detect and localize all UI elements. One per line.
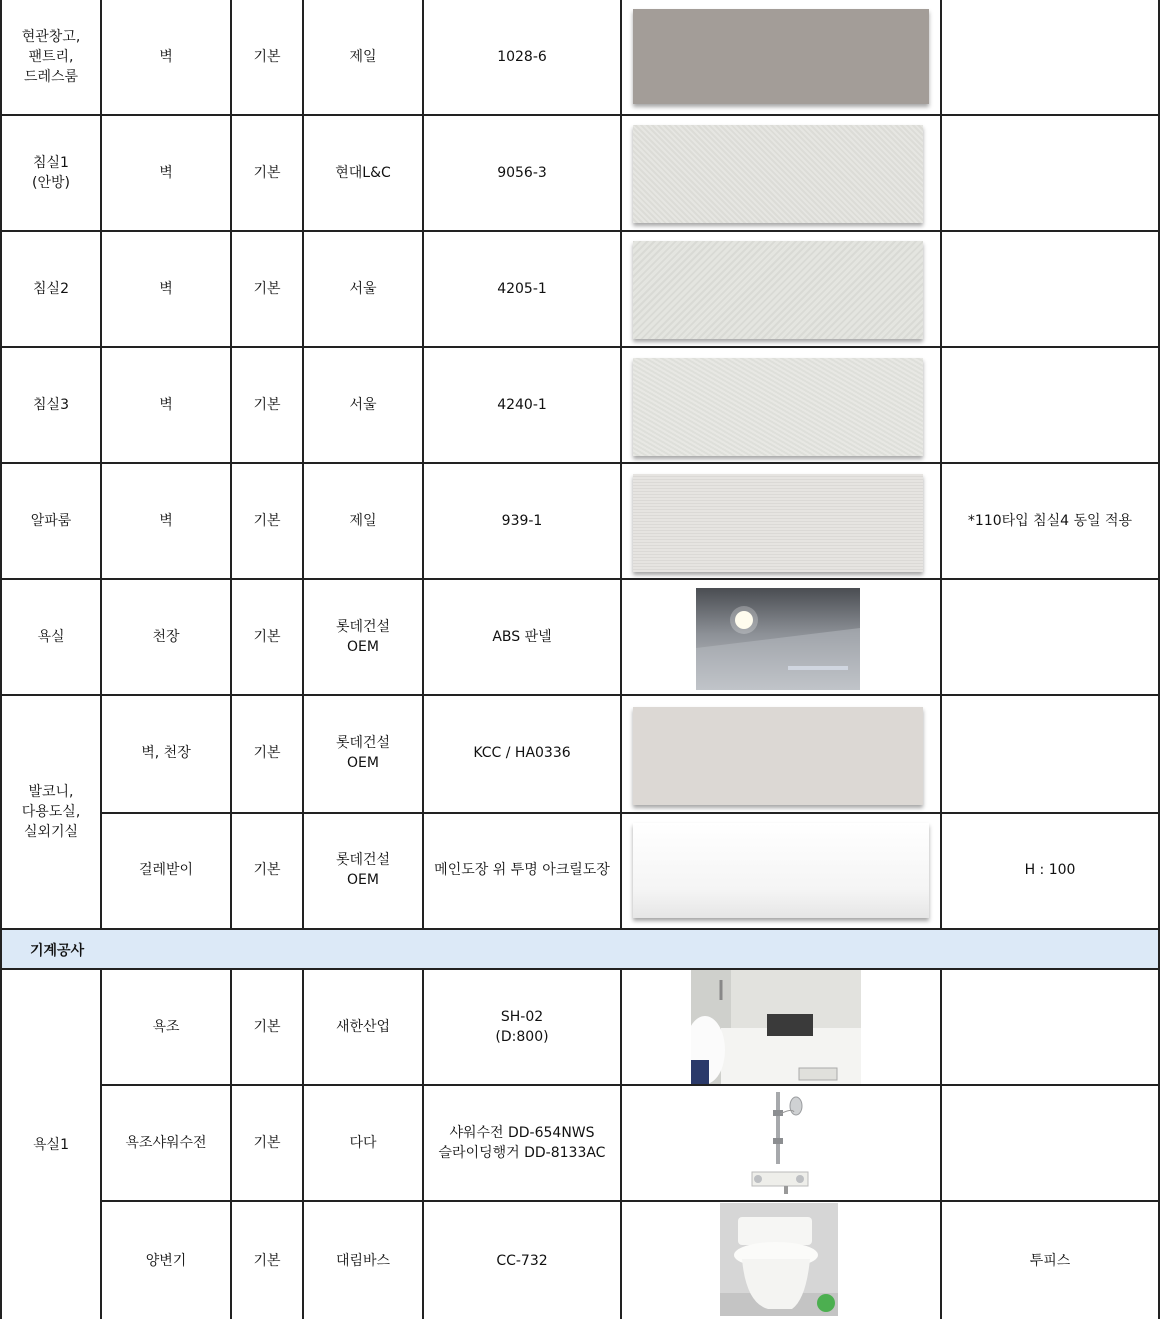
part-cell: 벽: [159, 397, 173, 413]
row-divider: [100, 1084, 1160, 1086]
room-cell: 침실1 (안방): [32, 155, 70, 191]
column-divider: [620, 968, 622, 1319]
column-divider: [230, 0, 232, 930]
model-cell: CC-732: [496, 1252, 548, 1269]
maker-cell: 제일: [349, 49, 377, 65]
column-divider: [422, 0, 424, 930]
note-cell: [942, 580, 1158, 694]
note-cell: [942, 232, 1158, 346]
column-divider: [940, 968, 942, 1319]
note-cell: H : 100: [1024, 862, 1076, 878]
row-divider: [0, 230, 1160, 232]
maker-cell: 현대L&C: [335, 165, 391, 181]
row-divider: [0, 968, 1160, 970]
maker-cell: 새한산업: [335, 1019, 391, 1035]
room-cell: 현관창고, 팬트리, 드레스룸: [21, 29, 81, 85]
column-divider: [0, 968, 2, 1319]
room-cell: 발코니, 다용도실, 실외기실: [21, 784, 81, 840]
wallpaper-swatch: [633, 241, 923, 339]
model-cell: SH-02 (D:800): [495, 1009, 549, 1045]
paint-swatch: [633, 823, 929, 918]
maker-cell: 제일: [349, 513, 377, 529]
grade-cell: 기본: [253, 1135, 281, 1151]
maker-cell: 서울: [349, 397, 377, 413]
model-cell: 메인도장 위 투명 아크릴도장: [434, 862, 610, 878]
row-divider: [100, 1200, 1160, 1202]
column-divider: [620, 0, 622, 930]
section-header: [0, 930, 1160, 970]
room-cell: 욕실: [37, 629, 65, 645]
grade-cell: 기본: [253, 513, 281, 529]
part-cell: 걸레받이: [138, 862, 194, 878]
note-cell: [942, 696, 1158, 810]
grade-cell: 기본: [253, 1019, 281, 1035]
column-divider: [422, 968, 424, 1319]
bathtub-photo: [691, 970, 861, 1084]
note-cell: [942, 116, 1158, 230]
room-cell: 욕실1: [33, 1136, 69, 1153]
bathtub-image: [691, 970, 861, 1084]
column-divider: [0, 0, 2, 930]
paint-swatch: [633, 707, 923, 805]
model-cell: 샤워수전 DD-654NWS 슬라이딩행거 DD-8133AC: [438, 1125, 606, 1161]
maker-cell: 롯데건설 OEM: [335, 852, 391, 888]
toilet-photo: [720, 1203, 838, 1316]
maker-cell: 롯데건설 OEM: [335, 619, 391, 655]
maker-cell: 서울: [349, 281, 377, 297]
note-cell: [942, 0, 1158, 114]
part-cell: 욕조: [152, 1019, 180, 1035]
wallpaper-swatch: [633, 358, 923, 456]
grade-cell: 기본: [253, 1252, 281, 1269]
model-cell: KCC / HA0336: [473, 745, 571, 761]
model-cell: 1028-6: [497, 49, 547, 65]
part-cell: 벽, 천장: [141, 745, 191, 761]
row-divider: [0, 694, 1160, 696]
column-divider: [100, 0, 102, 930]
toilet-image: [720, 1203, 838, 1316]
row-divider: [0, 578, 1160, 580]
wallpaper-swatch: [633, 474, 923, 572]
ceiling-panel-image: [696, 588, 860, 690]
row-divider: [0, 114, 1160, 116]
model-cell: 4240-1: [497, 397, 547, 413]
grade-cell: 기본: [253, 281, 281, 297]
wallpaper-swatch: [633, 9, 929, 104]
part-cell: 양변기: [145, 1252, 187, 1269]
maker-cell: 대림바스: [335, 1252, 391, 1269]
note-cell: *110타입 침실4 동일 적용: [967, 513, 1133, 529]
grade-cell: 기본: [253, 862, 281, 878]
section-border: [0, 930, 2, 970]
part-cell: 벽: [159, 165, 173, 181]
model-cell: 9056-3: [497, 165, 547, 181]
model-cell: 4205-1: [497, 281, 547, 297]
shower-faucet-image: [748, 1088, 812, 1196]
row-divider: [0, 346, 1160, 348]
room-cell: 침실2: [33, 281, 69, 297]
ceiling-panel-photo: [696, 588, 860, 690]
part-cell: 벽: [159, 513, 173, 529]
grade-cell: 기본: [253, 397, 281, 413]
part-cell: 벽: [159, 49, 173, 65]
note-cell: [942, 1086, 1158, 1200]
row-divider: [100, 812, 1160, 814]
row-divider: [0, 462, 1160, 464]
part-cell: 벽: [159, 281, 173, 297]
part-cell: 욕조샤워수전: [125, 1135, 207, 1151]
model-cell: 939-1: [501, 513, 543, 529]
row-divider: [0, 928, 1160, 930]
grade-cell: 기본: [253, 629, 281, 645]
maker-cell: 롯데건설 OEM: [335, 735, 391, 771]
section-title: 기계공사: [30, 943, 85, 959]
note-cell: 투피스: [1029, 1252, 1071, 1269]
grade-cell: 기본: [253, 745, 281, 761]
column-divider: [100, 968, 102, 1319]
column-divider: [302, 968, 304, 1319]
column-divider: [230, 968, 232, 1319]
maker-cell: 다다: [349, 1135, 377, 1151]
part-cell: 천장: [152, 629, 180, 645]
column-divider: [302, 0, 304, 930]
column-divider: [940, 0, 942, 930]
room-cell: 알파룸: [30, 513, 72, 529]
grade-cell: 기본: [253, 165, 281, 181]
grade-cell: 기본: [253, 49, 281, 65]
note-cell: [942, 970, 1158, 1084]
wallpaper-swatch: [633, 125, 923, 223]
note-cell: [942, 348, 1158, 462]
room-cell: 침실3: [33, 397, 69, 413]
model-cell: ABS 판넬: [492, 629, 552, 645]
shower-faucet-photo: [748, 1088, 812, 1196]
